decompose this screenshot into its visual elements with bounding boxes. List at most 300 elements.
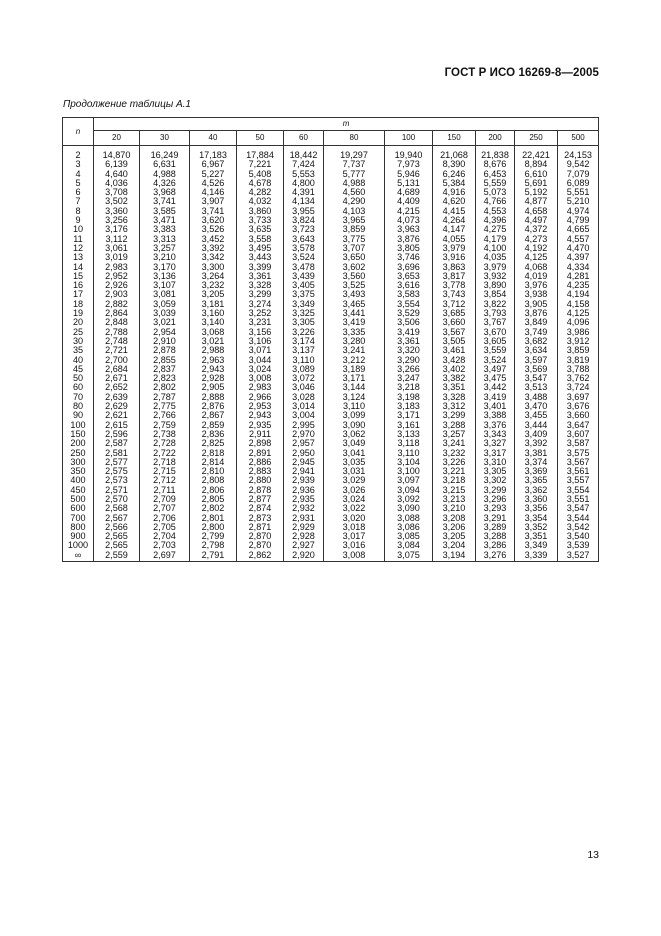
- table-cell: 3,044: [237, 356, 284, 365]
- table-cell: 3,004: [284, 411, 324, 420]
- table-cell: 2,932: [284, 504, 324, 513]
- table-cell: 3,354: [515, 514, 558, 523]
- table-cell: 3,439: [284, 272, 324, 281]
- table-cell: 2,759: [140, 421, 190, 430]
- table-row: [63, 383, 599, 392]
- table-cell: 8,676: [476, 160, 515, 169]
- table-row: [63, 486, 599, 495]
- table-row: [63, 365, 599, 374]
- table-cell: 2,711: [140, 486, 190, 495]
- table-cell: 2,950: [284, 449, 324, 458]
- table-cell: 3,176: [94, 225, 140, 234]
- table-cell: 3,859: [324, 225, 385, 234]
- table-cell: 3,257: [433, 430, 476, 439]
- table-cell: 3,824: [284, 216, 324, 225]
- table-cell: 2,836: [190, 430, 237, 439]
- table-cell: 3,822: [476, 300, 515, 309]
- table-cell: 3,392: [515, 439, 558, 448]
- table-cell: 3,505: [433, 337, 476, 346]
- table-cell: 3,465: [324, 300, 385, 309]
- table-cell: 3,061: [94, 244, 140, 253]
- table-cell: 2,596: [94, 430, 140, 439]
- table-cell: 5,131: [385, 179, 433, 188]
- table-cell: 3,257: [140, 244, 190, 253]
- row-label-n: 14: [63, 263, 94, 272]
- table-cell: 2,621: [94, 411, 140, 420]
- row-label-n: 300: [63, 458, 94, 467]
- table-row: [63, 328, 599, 337]
- table-cell: 2,954: [140, 328, 190, 337]
- table-cell: 4,146: [190, 188, 237, 197]
- table-cell: 3,210: [140, 253, 190, 262]
- table-row: [63, 458, 599, 467]
- table-cell: 2,952: [94, 272, 140, 281]
- table-cell: 2,639: [94, 393, 140, 402]
- table-row: [63, 476, 599, 485]
- table-cell: 4,275: [476, 225, 515, 234]
- table-cell: 3,266: [385, 365, 433, 374]
- table-cell: 2,928: [190, 374, 237, 383]
- table-cell: 4,103: [324, 207, 385, 216]
- table-cell: 3,208: [433, 514, 476, 523]
- table-cell: 3,963: [385, 225, 433, 234]
- table-cell: 3,647: [558, 421, 599, 430]
- table-cell: 4,055: [433, 235, 476, 244]
- table-cell: 2,966: [237, 393, 284, 402]
- table-cell: 3,133: [385, 430, 433, 439]
- table-cell: 3,495: [237, 244, 284, 253]
- table-cell: 2,573: [94, 476, 140, 485]
- table-cell: 3,653: [385, 272, 433, 281]
- table-cell: 3,620: [190, 216, 237, 225]
- row-label-n: 6: [63, 188, 94, 197]
- table-cell: 7,973: [385, 160, 433, 169]
- row-header-n: n: [63, 118, 94, 146]
- table-cell: 4,147: [433, 225, 476, 234]
- column-header-row: [63, 131, 599, 146]
- table-cell: 3,026: [324, 486, 385, 495]
- table-cell: 4,470: [558, 244, 599, 253]
- table-cell: 3,916: [433, 253, 476, 262]
- column-header: 60: [284, 131, 324, 146]
- table-cell: 3,471: [140, 216, 190, 225]
- table-cell: 3,107: [140, 281, 190, 290]
- table-cell: 7,079: [558, 170, 599, 179]
- table-cell: 3,241: [324, 346, 385, 355]
- table-cell: 3,020: [324, 514, 385, 523]
- table-cell: 3,349: [284, 300, 324, 309]
- table-cell: 3,049: [324, 439, 385, 448]
- table-cell: 3,293: [476, 504, 515, 513]
- table-cell: 3,362: [515, 486, 558, 495]
- table-row: [63, 197, 599, 206]
- row-label-n: 90: [63, 411, 94, 420]
- table-cell: 3,094: [385, 486, 433, 495]
- table-cell: 3,212: [324, 356, 385, 365]
- table-cell: 3,547: [558, 504, 599, 513]
- table-cell: 4,415: [433, 207, 476, 216]
- table-cell: 5,946: [385, 170, 433, 179]
- table-cell: 3,733: [237, 216, 284, 225]
- table-row: [63, 207, 599, 216]
- table-cell: 16,249: [140, 146, 190, 161]
- row-label-n: 60: [63, 383, 94, 392]
- table-row: [63, 421, 599, 430]
- table-row: [63, 188, 599, 197]
- table-cell: 3,291: [476, 514, 515, 523]
- table-cell: 6,139: [94, 160, 140, 169]
- table-cell: 3,286: [476, 541, 515, 550]
- table-cell: 2,652: [94, 383, 140, 392]
- table-cell: 4,125: [558, 309, 599, 318]
- table-cell: 4,179: [476, 235, 515, 244]
- table-row: [63, 346, 599, 355]
- table-row: [63, 300, 599, 309]
- table-cell: 3,444: [515, 421, 558, 430]
- table-cell: 3,299: [237, 290, 284, 299]
- table-cell: 4,658: [515, 207, 558, 216]
- table-cell: 3,860: [237, 207, 284, 216]
- table-cell: 3,382: [433, 374, 476, 383]
- row-label-n: 11: [63, 235, 94, 244]
- column-header: 80: [324, 131, 385, 146]
- table-cell: 5,691: [515, 179, 558, 188]
- table-cell: 4,273: [515, 235, 558, 244]
- table-cell: 2,891: [237, 449, 284, 458]
- table-cell: 3,084: [385, 541, 433, 550]
- table-cell: 2,566: [94, 523, 140, 532]
- table-cell: 3,014: [284, 402, 324, 411]
- table-cell: 3,399: [237, 263, 284, 272]
- table-cell: 3,264: [190, 272, 237, 281]
- table-cell: 3,712: [433, 300, 476, 309]
- table-cell: 3,392: [190, 244, 237, 253]
- table-cell: 3,876: [385, 235, 433, 244]
- table-cell: 3,650: [324, 253, 385, 262]
- table-cell: 2,878: [140, 346, 190, 355]
- table-cell: 3,455: [515, 411, 558, 420]
- table-cell: 3,171: [324, 374, 385, 383]
- column-header: 200: [476, 131, 515, 146]
- table-cell: 3,442: [476, 383, 515, 392]
- table-cell: 2,926: [94, 281, 140, 290]
- table-cell: 3,912: [558, 337, 599, 346]
- table-cell: 4,497: [515, 216, 558, 225]
- row-label-n: 200: [63, 439, 94, 448]
- table-cell: 2,565: [94, 541, 140, 550]
- table-row: [63, 467, 599, 476]
- table-cell: 3,767: [476, 318, 515, 327]
- row-label-n: ∞: [63, 551, 94, 562]
- table-cell: 3,859: [558, 346, 599, 355]
- table-cell: 2,571: [94, 486, 140, 495]
- table-cell: 3,478: [284, 263, 324, 272]
- table-cell: 3,160: [190, 309, 237, 318]
- table-cell: 3,024: [237, 365, 284, 374]
- table-cell: 3,299: [433, 411, 476, 420]
- table-cell: 3,232: [433, 449, 476, 458]
- table-row: [63, 337, 599, 346]
- table-cell: 3,171: [385, 411, 433, 420]
- table-cell: 3,907: [190, 197, 237, 206]
- table-cell: 4,281: [558, 272, 599, 281]
- table-cell: 3,497: [476, 365, 515, 374]
- table-cell: 4,158: [558, 300, 599, 309]
- table-cell: 3,349: [515, 541, 558, 550]
- table-cell: 3,502: [94, 197, 140, 206]
- table-cell: 8,390: [433, 160, 476, 169]
- table-cell: 2,707: [140, 504, 190, 513]
- table-cell: 3,327: [476, 439, 515, 448]
- table-cell: 3,071: [237, 346, 284, 355]
- table-cell: 17,183: [190, 146, 237, 161]
- table-row: [63, 393, 599, 402]
- table-cell: 3,035: [324, 458, 385, 467]
- table-cell: 4,194: [558, 290, 599, 299]
- table-cell: 4,766: [476, 197, 515, 206]
- table-cell: 3,376: [476, 421, 515, 430]
- table-cell: 3,587: [558, 439, 599, 448]
- table-cell: 3,118: [385, 439, 433, 448]
- table-cell: 3,557: [558, 476, 599, 485]
- table-cell: 2,697: [140, 551, 190, 562]
- table-cell: 4,073: [385, 216, 433, 225]
- table-cell: 3,021: [190, 337, 237, 346]
- row-label-n: 40: [63, 356, 94, 365]
- table-cell: 2,864: [94, 309, 140, 318]
- table-cell: 7,221: [237, 160, 284, 169]
- row-label-n: 35: [63, 346, 94, 355]
- table-cell: 3,559: [476, 346, 515, 355]
- table-cell: 3,221: [433, 467, 476, 476]
- column-header: 500: [558, 131, 599, 146]
- table-cell: 3,092: [385, 495, 433, 504]
- table-cell: 4,036: [94, 179, 140, 188]
- row-label-n: 3: [63, 160, 94, 169]
- table-cell: 3,290: [385, 356, 433, 365]
- table-cell: 3,470: [515, 402, 558, 411]
- table-cell: 3,567: [433, 328, 476, 337]
- table-cell: 3,206: [433, 523, 476, 532]
- table-cell: 2,629: [94, 402, 140, 411]
- table-cell: 3,475: [476, 374, 515, 383]
- table-cell: 3,296: [476, 495, 515, 504]
- column-header: 30: [140, 131, 190, 146]
- table-cell: 3,876: [515, 309, 558, 318]
- header-row-group: [63, 118, 599, 131]
- table-cell: 3,100: [385, 467, 433, 476]
- row-label-n: 450: [63, 486, 94, 495]
- table-cell: 4,620: [433, 197, 476, 206]
- table-cell: 4,916: [433, 188, 476, 197]
- table-continuation-caption: Продолжение таблицы А.1: [63, 99, 191, 110]
- table-cell: 3,976: [515, 281, 558, 290]
- table-cell: 3,351: [433, 383, 476, 392]
- table-cell: 3,374: [515, 458, 558, 467]
- table-cell: 6,453: [476, 170, 515, 179]
- table-cell: 2,810: [190, 467, 237, 476]
- table-cell: 3,024: [324, 495, 385, 504]
- table-cell: 3,352: [515, 523, 558, 532]
- table-cell: 4,800: [284, 179, 324, 188]
- table-cell: 3,022: [324, 504, 385, 513]
- page-number: 13: [587, 849, 599, 861]
- table-cell: 3,226: [284, 328, 324, 337]
- table-cell: 3,743: [433, 290, 476, 299]
- table-cell: 4,096: [558, 318, 599, 327]
- table-cell: 3,310: [476, 458, 515, 467]
- table-cell: 21,068: [433, 146, 476, 161]
- table-cell: 7,424: [284, 160, 324, 169]
- table-cell: 3,104: [385, 458, 433, 467]
- table-cell: 3,356: [515, 504, 558, 513]
- table-cell: 3,932: [476, 272, 515, 281]
- table-cell: 4,553: [476, 207, 515, 216]
- table-cell: 3,090: [385, 504, 433, 513]
- table-cell: 3,097: [385, 476, 433, 485]
- table-cell: 3,607: [558, 430, 599, 439]
- table-cell: 3,365: [515, 476, 558, 485]
- table-cell: 2,808: [190, 476, 237, 485]
- table-row: [63, 272, 599, 281]
- table-cell: 3,085: [385, 532, 433, 541]
- table-cell: 3,575: [558, 449, 599, 458]
- table-row: [63, 179, 599, 188]
- row-label-n: 7: [63, 197, 94, 206]
- table-cell: 3,817: [433, 272, 476, 281]
- table-cell: 3,554: [558, 486, 599, 495]
- table-cell: 3,189: [324, 365, 385, 374]
- table-cell: 2,800: [190, 523, 237, 532]
- table-cell: 4,326: [140, 179, 190, 188]
- table-cell: 2,883: [237, 467, 284, 476]
- table-cell: 3,554: [385, 300, 433, 309]
- table-cell: 2,995: [284, 421, 324, 430]
- table-cell: 3,965: [324, 216, 385, 225]
- table-cell: 2,738: [140, 430, 190, 439]
- table-cell: 3,089: [284, 365, 324, 374]
- table-cell: 2,825: [190, 439, 237, 448]
- table-cell: 4,988: [140, 170, 190, 179]
- table-cell: 3,247: [385, 374, 433, 383]
- table-cell: 6,967: [190, 160, 237, 169]
- table-cell: 3,696: [385, 263, 433, 272]
- table-cell: 3,634: [515, 346, 558, 355]
- table-cell: 2,870: [237, 532, 284, 541]
- table-cell: 2,567: [94, 514, 140, 523]
- table-cell: 2,718: [140, 458, 190, 467]
- row-label-n: 8: [63, 207, 94, 216]
- table-cell: 4,372: [515, 225, 558, 234]
- table-cell: 3,526: [190, 225, 237, 234]
- table-cell: 3,231: [237, 318, 284, 327]
- table-row: [63, 263, 599, 272]
- table-cell: 4,215: [385, 207, 433, 216]
- table-cell: 3,381: [515, 449, 558, 458]
- table-cell: 2,886: [237, 458, 284, 467]
- table-cell: 2,870: [237, 541, 284, 550]
- table-cell: 2,873: [237, 514, 284, 523]
- table-cell: 3,317: [476, 449, 515, 458]
- table-row: [63, 309, 599, 318]
- table-cell: 3,707: [324, 244, 385, 253]
- row-label-n: 13: [63, 253, 94, 262]
- table-cell: 4,019: [515, 272, 558, 281]
- table-cell: 3,375: [284, 290, 324, 299]
- table-cell: 5,227: [190, 170, 237, 179]
- table-cell: 3,320: [385, 346, 433, 355]
- table-cell: 4,391: [284, 188, 324, 197]
- table-cell: 3,198: [385, 393, 433, 402]
- table-cell: 2,722: [140, 449, 190, 458]
- table-cell: 2,910: [140, 337, 190, 346]
- table-cell: 3,021: [140, 318, 190, 327]
- table-cell: 3,299: [476, 486, 515, 495]
- table-row: [63, 146, 599, 161]
- table-cell: 2,798: [190, 541, 237, 550]
- table-cell: 4,264: [433, 216, 476, 225]
- table-cell: 3,124: [324, 393, 385, 402]
- table-cell: 3,090: [324, 421, 385, 430]
- table-cell: 3,343: [476, 430, 515, 439]
- row-label-n: 20: [63, 318, 94, 327]
- table-row: [63, 541, 599, 550]
- table-row: [63, 504, 599, 513]
- table-cell: 2,709: [140, 495, 190, 504]
- table-cell: 3,488: [515, 393, 558, 402]
- table-cell: 3,585: [140, 207, 190, 216]
- table-cell: 3,778: [433, 281, 476, 290]
- table-cell: 3,086: [385, 523, 433, 532]
- table-cell: 3,682: [515, 337, 558, 346]
- table-cell: 2,920: [284, 551, 324, 562]
- row-label-n: 700: [63, 514, 94, 523]
- table-cell: 3,578: [284, 244, 324, 253]
- row-label-n: 18: [63, 300, 94, 309]
- table-cell: 2,615: [94, 421, 140, 430]
- table-cell: 2,939: [284, 476, 324, 485]
- table-cell: 3,513: [515, 383, 558, 392]
- table-cell: 2,706: [140, 514, 190, 523]
- table-cell: 2,568: [94, 504, 140, 513]
- row-label-n: 400: [63, 476, 94, 485]
- table-cell: 3,008: [237, 374, 284, 383]
- table-cell: 2,880: [237, 476, 284, 485]
- table-cell: 5,384: [433, 179, 476, 188]
- table-cell: 2,988: [190, 346, 237, 355]
- table-cell: 3,274: [237, 300, 284, 309]
- table-cell: 3,218: [385, 383, 433, 392]
- table-cell: 4,689: [385, 188, 433, 197]
- table-cell: 3,062: [324, 430, 385, 439]
- table-cell: 3,905: [515, 300, 558, 309]
- row-label-n: 100: [63, 421, 94, 430]
- row-label-n: 12: [63, 244, 94, 253]
- row-label-n: 350: [63, 467, 94, 476]
- table-cell: 3,016: [324, 541, 385, 550]
- table-cell: 3,313: [140, 235, 190, 244]
- table-cell: 4,035: [476, 253, 515, 262]
- table-cell: 3,723: [284, 225, 324, 234]
- table-cell: 2,877: [237, 495, 284, 504]
- table-cell: 4,560: [324, 188, 385, 197]
- table-cell: 3,280: [324, 337, 385, 346]
- table-cell: 5,777: [324, 170, 385, 179]
- table-cell: 3,205: [190, 290, 237, 299]
- table-cell: 3,088: [385, 514, 433, 523]
- table-cell: 3,938: [515, 290, 558, 299]
- table-cell: 2,903: [94, 290, 140, 299]
